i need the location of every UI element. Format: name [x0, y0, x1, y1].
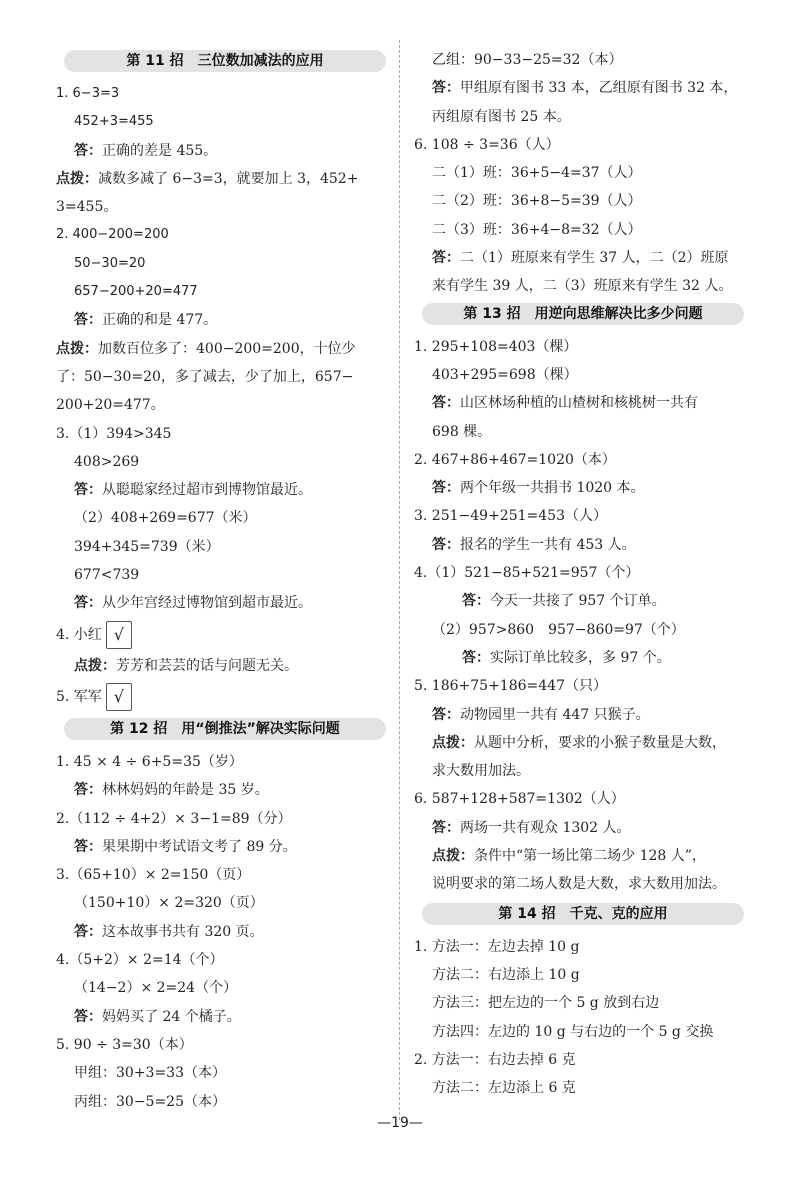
- answer-line: （2）408+269=677（米）: [74, 510, 257, 527]
- answer-line: （14−2）× 2=24（个）: [74, 980, 238, 997]
- check-mark-icon: √: [106, 621, 132, 649]
- answer-line: 答：甲组原有图书 33 本，乙组原有图书 32 本，: [432, 80, 738, 97]
- answer-line: （150+10）× 2=320（页）: [74, 895, 264, 912]
- answer-line: 677<739: [74, 567, 140, 584]
- answer-line: 50−30=20: [74, 255, 146, 271]
- tip-line: 点拨：从题中分析，要求的小猴子数量是大数，: [432, 734, 726, 751]
- answer-line: 答：林林妈妈的年龄是 35 岁。: [74, 782, 269, 799]
- right-column: [414, 46, 744, 1102]
- answer-line: 4.（5+2）× 2=14（个）: [56, 952, 224, 969]
- answer-line: 丙组：30−5=25（本）: [74, 1093, 226, 1110]
- tip-line: 3=455。: [56, 199, 118, 216]
- column-divider: [399, 40, 400, 1120]
- answer-line: 答：果果期中考试语文考了 89 分。: [74, 838, 297, 855]
- answer-line: 来有学生 39 人，二（3）班原来有学生 32 人。: [432, 278, 733, 295]
- answer-line: 452+3=455: [74, 114, 154, 130]
- answer-line: 6. 587+128+587=1302（人）: [414, 791, 625, 808]
- answer-line: （2）957>860 957−860=97（个）: [432, 621, 685, 638]
- answer-line: 答：两个年级一共捐书 1020 本。: [432, 480, 645, 497]
- answer-line: 4.（1）521−85+521=957（个）: [414, 565, 640, 582]
- check-mark-icon: √: [106, 683, 132, 711]
- tip-line: 点拨：芳芳和芸芸的话与问题无关。: [74, 657, 298, 674]
- tip-line: 点拨：减数多减了 6−3=3，就要加上 3，452+: [56, 170, 359, 187]
- answer-line: 答：从聪聪家经过超市到博物馆最近。: [74, 482, 312, 499]
- answer-line: 657−200+20=477: [74, 284, 198, 300]
- answer-line: 1. 6−3=3: [56, 86, 120, 101]
- answer-line: 403+295=698（棵）: [432, 366, 578, 383]
- answer-line: 3. 251−49+251=453（人）: [414, 508, 607, 525]
- tip-line: 点拨：条件中“第一场比第二场少 128 人”，: [432, 848, 706, 865]
- answer-line: 答：这本故事书共有 320 页。: [74, 923, 264, 940]
- answer-line: 甲组：30+3=33（本）: [74, 1065, 226, 1082]
- answer-line: 方法二：左边添上 6 克: [432, 1080, 576, 1097]
- section-header-14: 第 14 招 千克、克的应用: [422, 903, 744, 925]
- answer-line: 1. 45 × 4 ÷ 6+5=35（岁）: [56, 753, 243, 770]
- answer-line: 5. 90 ÷ 3=30（本）: [56, 1036, 193, 1053]
- answer-line: 答：两场一共有观众 1302 人。: [432, 819, 631, 836]
- answer-line: 答：报名的学生一共有 453 人。: [432, 536, 636, 553]
- answer-line: 乙组：90−33−25=32（本）: [432, 52, 623, 68]
- answer-line: 答：今天一共接了 957 个订单。: [462, 593, 666, 610]
- answer-line: 二（3）班：36+4−8=32（人）: [432, 221, 642, 238]
- answer-line: 二（1）班：36+5−4=37（人）: [432, 165, 642, 182]
- answer-line: 3.（65+10）× 2=150（页）: [56, 867, 251, 884]
- answer-line: 方法二：右边添上 10 g: [432, 966, 580, 983]
- answer-line: 方法三：把左边的一个 5 g 放到右边: [432, 995, 660, 1012]
- answer-line: 3.（1）394>345: [56, 425, 172, 442]
- tip-line: 点拨：加数百位多了：400−200=200，十位少: [56, 340, 356, 357]
- page-number: —19—: [377, 1115, 423, 1131]
- answer-line: 5. 军军 √: [56, 680, 386, 714]
- answer-line: 2. 方法一：右边去掉 6 克: [414, 1051, 576, 1068]
- section-header-12: 第 12 招 用“倒推法”解决实际问题: [64, 718, 386, 740]
- left-column: [56, 50, 386, 1116]
- answer-line: 2. 400−200=200: [56, 227, 169, 243]
- section-header-11: 第 11 招 三位数加减法的应用: [64, 50, 386, 72]
- answer-line: 答：实际订单比较多，多 97 个。: [462, 649, 671, 666]
- answer-line: 1. 方法一：左边去掉 10 g: [414, 938, 580, 955]
- answer-line: 答：二（1）班原来有学生 37 人，二（2）班原: [432, 250, 729, 267]
- answer-line: 4. 小红 √: [56, 618, 386, 652]
- answer-line: 1. 295+108=403（棵）: [414, 338, 578, 355]
- answer-line: 答：动物园里一共有 447 只猴子。: [432, 706, 650, 723]
- section-header-13: 第 13 招 用逆向思维解决比多少问题: [422, 303, 744, 325]
- answer-line: 2.（112 ÷ 4+2）× 3−1=89（分）: [56, 810, 292, 827]
- tip-line: 说明要求的第二场人数是大数，求大数用加法。: [432, 876, 726, 893]
- tip-line: 了：50−30=20，多了减去，少了加上，657−: [56, 368, 354, 385]
- answer-line: 丙组原有图书 25 本。: [432, 108, 571, 125]
- answer-line: 方法四：左边的 10 g 与右边的一个 5 g 交换: [432, 1023, 714, 1040]
- answer-line: 答：正确的差是 455。: [74, 142, 218, 159]
- answer-line: 394+345=739（米）: [74, 538, 220, 555]
- answer-line: 答：山区林场种植的山楂树和核桃树一共有: [432, 395, 698, 412]
- answer-line: 答：从少年宫经过博物馆到超市最近。: [74, 595, 312, 612]
- tip-line: 求大数用加法。: [432, 763, 530, 780]
- answer-line: 答：正确的和是 477。: [74, 312, 218, 329]
- answer-line: 二（2）班：36+8−5=39（人）: [432, 193, 642, 210]
- answer-line: 5. 186+75+186=447（只）: [414, 678, 607, 695]
- answer-line: 698 棵。: [432, 423, 492, 440]
- answer-line: 408>269: [74, 453, 140, 470]
- answer-line: 2. 467+86+467=1020（本）: [414, 451, 616, 468]
- answer-line: 6. 108 ÷ 3=36（人）: [414, 136, 560, 153]
- tip-line: 200+20=477。: [56, 397, 165, 414]
- answer-line: 答：妈妈买了 24 个橘子。: [74, 1008, 241, 1025]
